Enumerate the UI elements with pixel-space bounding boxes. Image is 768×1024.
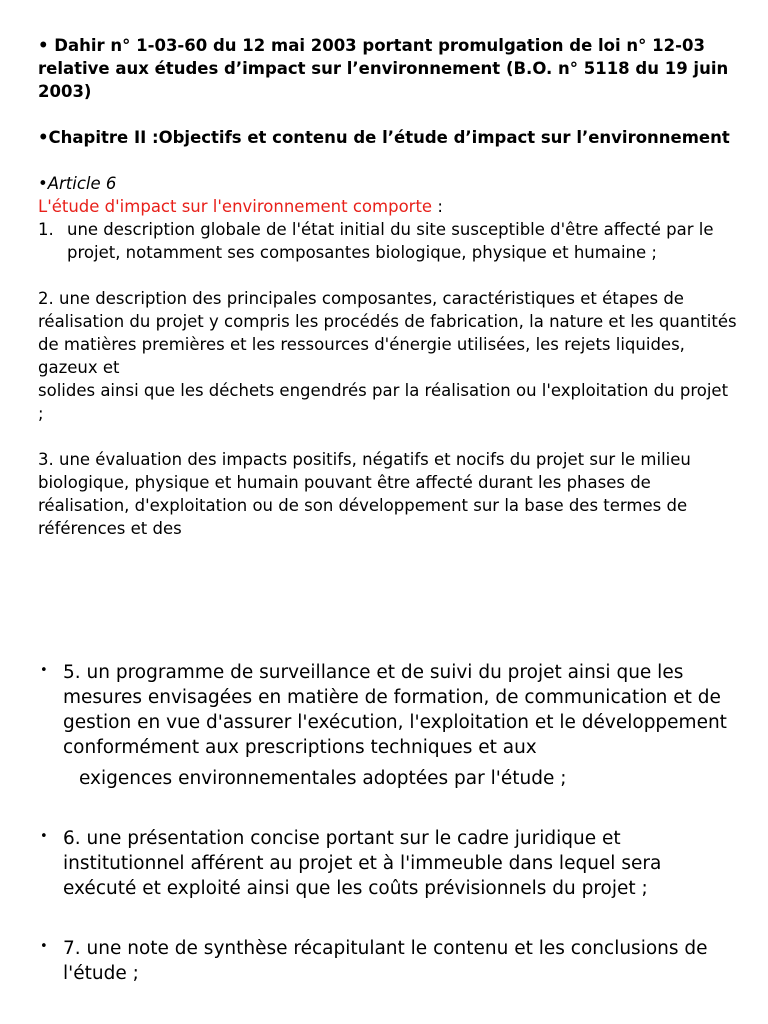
bullet-item-7 — [40, 936, 740, 986]
bullet-item-6 — [40, 826, 740, 901]
intro-colon: : — [437, 197, 443, 216]
list-number: 1. — [38, 220, 54, 239]
bullet-glyph: • — [38, 174, 48, 193]
law-reference-text: Dahir n° 1-03-60 du 12 mai 2003 portant promulgation de loi n° 12-03 relative aux études d’impact sur l’environnement (B.O. n° 5118 du 19 juin 2003) — [38, 36, 729, 101]
bullet-item-text: 5. un programme de surveillance et de suivi du projet ainsi que les mesures envisagées en matière de formation, de communication et de gestion en vue d'assurer l'exécution, l'exploitation et le développement conformément aux prescriptions techniques et aux — [63, 662, 727, 758]
article-heading — [38, 172, 738, 195]
list-item-2-part1: 2. une description des principales composantes, caractéristiques et étapes de réalisation du projet y compris les procédés de fabrication, la nature et les quantités de matières premières et les ressources d'énergie utilisées, les rejets liquides, gazeux et — [38, 289, 737, 377]
bullet-glyph: • — [40, 663, 48, 678]
law-reference-heading — [38, 34, 738, 103]
bullet-item-continuation: exigences environnementales adoptées par l'étude ; — [79, 768, 567, 789]
slide-1-text-frame — [38, 34, 738, 574]
list-item-text: une description globale de l'état initial du site susceptible d'être affecté par le projet, notamment ses composantes biologique, physique et humaine ; — [67, 220, 714, 262]
list-item-2 — [38, 287, 738, 425]
list-item-3: 3. une évaluation des impacts positifs, négatifs et nocifs du projet sur le milieu biologique, physique et humain pouvant être affecté durant les phases de réalisation, d'exploitation ou de son développement sur la base des termes de références et des — [38, 450, 691, 538]
slide-2-text-frame — [40, 660, 740, 986]
article-intro — [38, 195, 738, 218]
bullet-item-text: 7. une note de synthèse récapitulant le contenu et les conclusions de l'étude ; — [63, 938, 708, 984]
chapter-heading — [38, 126, 738, 149]
intro-highlight: L'étude d'impact sur l'environnement comporte — [38, 197, 438, 216]
article-text: Article 6 — [47, 174, 117, 193]
bullet-item-text: 6. une présentation concise portant sur le cadre juridique et institutionnel afférent au projet et à l'immeuble dans lequel sera exécuté et exploité ainsi que les coûts prévisionnels du projet ; — [63, 828, 662, 899]
list-item-2-part2: solides ainsi que les déchets engendrés par la réalisation ou l'exploitation du projet ; — [38, 381, 729, 423]
bullet-glyph: • — [38, 128, 49, 147]
bullet-item-5 — [40, 660, 740, 791]
bullet-glyph: • — [40, 829, 48, 844]
bullet-glyph: • — [38, 36, 49, 55]
chapter-text: Chapitre II :Objectifs et contenu de l’étude d’impact sur l’environnement — [48, 128, 730, 147]
list-item-1 — [38, 218, 738, 264]
bullet-glyph: • — [40, 939, 48, 954]
